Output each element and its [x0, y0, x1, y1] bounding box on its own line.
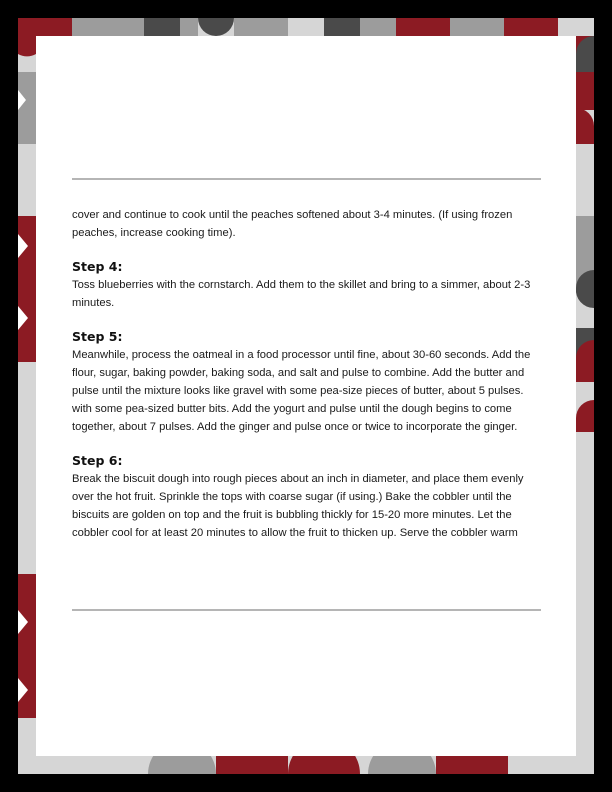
recipe-body: [72, 206, 544, 542]
step-4-text: Toss blueberries with the cornstarch. Add them to the skillet and bring to a simmer, about 2-3 minutes.: [72, 279, 531, 309]
intro-paragraph: cover and continue to cook until the peaches softened about 3-4 minutes. (If using frozen peaches, increase cooking time).: [72, 209, 513, 239]
step-5-text: Meanwhile, process the oatmeal in a food processor until fine, about 30-60 seconds. Add the flour, sugar, baking powder, baking soda, and salt and pulse to combine. Add the butter and pulse until the mixture looks like gravel with some pea-size pieces of butter, about 5 pulses. with some pea-sized butter bits. Add the yogurt and pulse until the dough begins to come together, about 7 pulses. Add the ginger and pulse once or twice to incorporate the ginger.: [72, 349, 531, 433]
top-divider: [72, 178, 541, 180]
step-6-title: Step 6:: [72, 453, 123, 468]
step-5-title: Step 5:: [72, 329, 123, 344]
step-6-text: Break the biscuit dough into rough pieces about an inch in diameter, and place them evenly over the hot fruit. Sprinkle the tops with coarse sugar (if using.) Bake the cobbler until the biscuits are golden on top and the fruit is bubbling thickly for 15-20 more minutes. Let the cobbler cool for at least 20 minutes to allow the fruit to thicken up. Serve the cobbler warm: [72, 473, 524, 539]
step-4-title: Step 4:: [72, 259, 123, 274]
bottom-divider: [72, 609, 541, 611]
